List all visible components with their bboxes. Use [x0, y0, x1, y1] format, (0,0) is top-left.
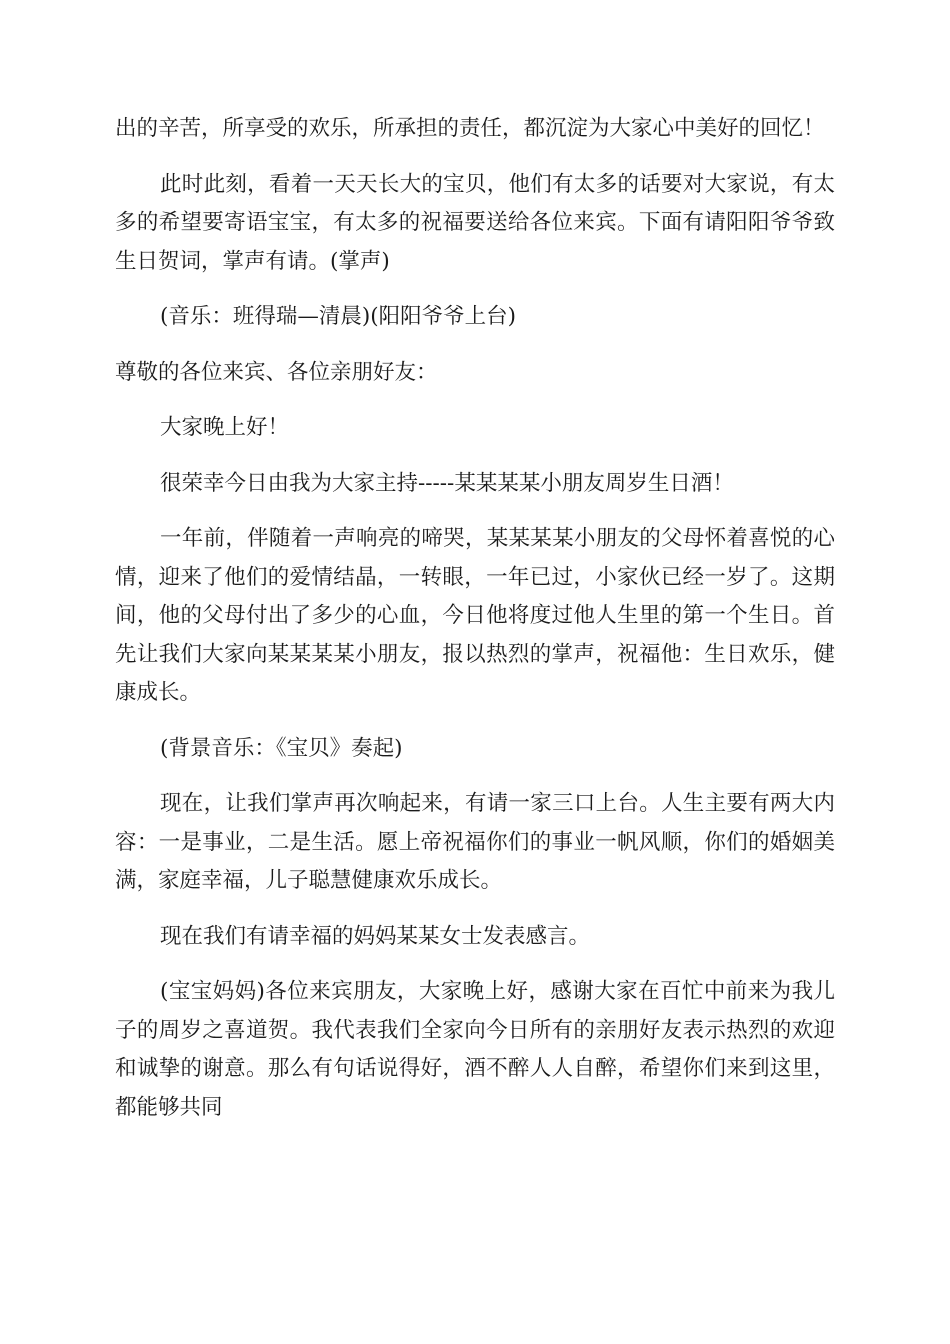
document-body — [115, 110, 835, 1144]
paragraph-1: 出的辛苦，所享受的欢乐，所承担的责任，都沉淀为大家心中美好的回忆！ — [115, 116, 825, 141]
paragraph-7: 一年前，伴随着一声响亮的啼哭，某某某某小朋友的父母怀着喜悦的心情，迎来了他们的爱情结晶，一转眼，一年已过，小家伙已经一岁了。这期间，他的父母付出了多少的心血，今日他将度过他人生里的第一个生日。首先让我们大家向某某某某小朋友，报以热烈的掌声，祝福他：生日欢乐，健康成长。 — [115, 526, 835, 705]
paragraph-9: 现在，让我们掌声再次响起来，有请一家三口上台。人生主要有两大内容：一是事业，二是生活。愿上帝祝福你们的事业一帆风顺，你们的婚姻美满，家庭幸福，儿子聪慧健康欢乐成长。 — [115, 791, 835, 893]
paragraph-8: (背景音乐：《宝贝》奏起) — [160, 735, 403, 761]
paragraph-6: 很荣幸今日由我为大家主持-----某某某某小朋友周岁生日酒！ — [160, 470, 734, 496]
paragraph-10: 现在我们有请幸福的妈妈某某女士发表感言。 — [160, 923, 591, 949]
paragraph-4: 尊敬的各位来宾、各位亲朋好友： — [115, 359, 438, 385]
paragraph-2: 此时此刻，看着一天天长大的宝贝，他们有太多的话要对大家说，有太多的希望要寄语宝宝，有太多的祝福要送给各位来宾。下面有请阳阳爷爷致生日贺词，掌声有请。(掌声) — [115, 171, 835, 274]
paragraph-11: (宝宝妈妈)各位来宾朋友，大家晚上好，感谢大家在百忙中前来为我儿子的周岁之喜道贺。我代表我们全家向今日所有的亲朋好友表示热烈的欢迎和诚挚的谢意。那么有句话说得好，酒不醉人人自醉，希望你们来到这里，都能够共同 — [115, 979, 835, 1120]
paragraph-5: 大家晚上好！ — [160, 415, 290, 440]
paragraph-3: (音乐：班得瑞—清晨)(阳阳爷爷上台) — [160, 304, 517, 329]
